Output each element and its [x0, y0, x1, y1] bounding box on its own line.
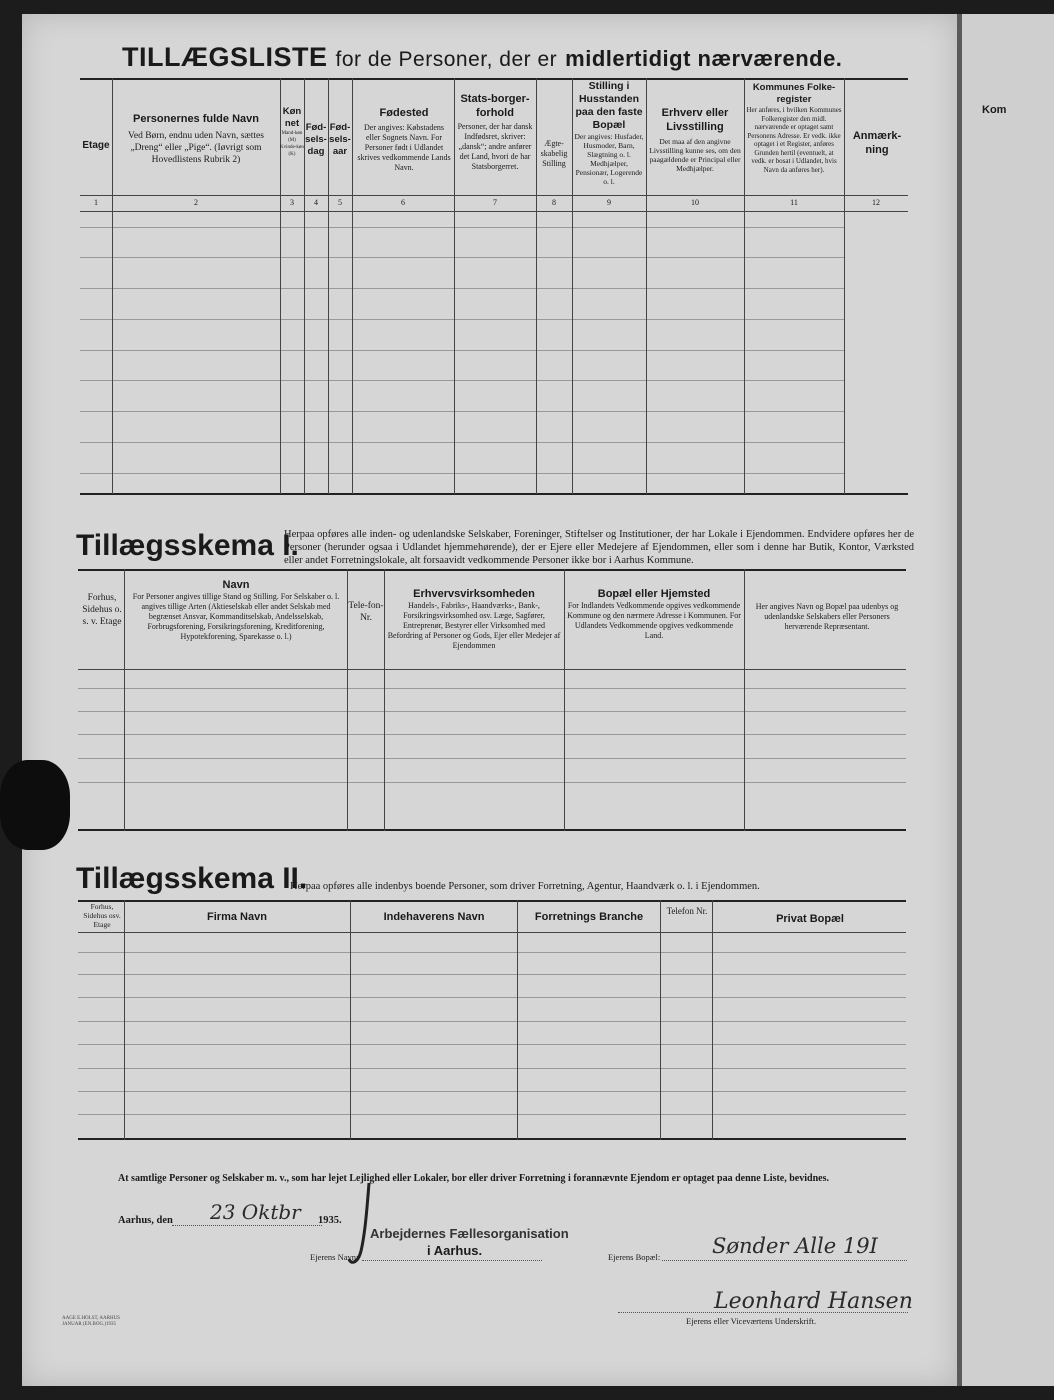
col-header-occupation: Erhverv eller Livsstilling Det maa af den angivne Livsstilling kunne ses, om den paagældende er Principal eller Medhjælper. [649, 107, 741, 173]
skema1-col-phone: Tele-fon-Nr. [348, 601, 384, 623]
adjacent-page-text: Kom [982, 104, 1007, 116]
skema2-col-firm: Firma Navn [207, 911, 267, 923]
skema1-col-etage: Forhus, Sidehus o. s. v. Etage [82, 593, 122, 627]
skema2-col-branch: Forretnings Branche [534, 911, 644, 923]
col-header-household: Stilling i Husstanden paa den faste Bopæl Der angives: Husfader, Husmoder, Barn, Slægtning o. l. Medhjælper, Pensionær, Logerende o. l. [574, 80, 644, 186]
col-header-marital: Ægte-skabelig Stilling [540, 139, 568, 168]
skema1-col-representative: Her angives Navn og Bopæl paa udenbys og udenlandske Selskabers eller Personers herværende Repræsentant. [755, 602, 899, 631]
col-header-remark: Anmærk-ning [852, 130, 902, 156]
col-num: 6 [401, 198, 405, 207]
stamp-line-1: Arbejdernes Fællesorganisation [370, 1226, 569, 1241]
col-header-name: Personernes fulde Navn Ved Børn, endnu uden Navn, sættes „Dreng“ eller „Pige“. (Iøvrigt som Hovedlistens Rubrik 2) [128, 113, 264, 165]
col-header-sex: Kønnet Mand-køn (M) Kvinde-køn (K) [280, 106, 304, 157]
col-header-citizenship: Stats-borger-forhold Personer, der har dansk Indfødsret, skriver: „dansk“; andre anfører det Land, hvori de har Statsborgerret. [457, 93, 533, 171]
skema2-title: Tillægsskema II. [76, 862, 308, 895]
attestation-text: At samtlige Personer og Selskaber m. v., som har lejet Lejlighed eller Lokaler, bor eller driver Forretning i forannævnte Ejendom er optaget paa denne Liste, bevidnes. [118, 1173, 829, 1184]
binder-clip [0, 760, 70, 850]
owner-signature: Leonhard Hansen [714, 1289, 913, 1314]
col-num: 3 [290, 198, 294, 207]
skema1-title: Tillægsskema I. [76, 529, 299, 562]
col-num: 7 [493, 198, 497, 207]
skema2-col-owner: Indehaverens Navn [383, 911, 485, 923]
skema1-col-address: Bopæl eller Hjemsted For Indlandets Vedkommende opgives vedkommende Kommune og den nærmere Adresse i Kommunen. For Udlandets Vedkommende opgives vedkommende Land. [567, 588, 741, 640]
skema1-col-name: Navn For Personer angives tillige Stand og Stilling. For Selskaber o. l. angives tillige Arten (Aktieselskab eller andet Selskab med begrænset Ansvar, Kommanditselskab, Andelsselskab, Forbrugsforening, Forsikringsforening, Kreditforening, Hypotekforening, Sparekasse o. l.) [132, 579, 340, 641]
col-header-birthyear: Fød-sels-aar [329, 122, 351, 157]
form-page [22, 14, 957, 1386]
col-num: 11 [790, 198, 798, 207]
owner-name-label: Ejerens Navn: [310, 1252, 359, 1262]
owner-address-label: Ejerens Bopæl: [608, 1252, 661, 1262]
place-label: Aarhus, den [118, 1215, 173, 1226]
col-header-birthday: Fød-sels-dag [305, 122, 327, 157]
col-num: 8 [552, 198, 556, 207]
col-num: 5 [338, 198, 342, 207]
col-header-register: Kommunes Folke-register Her anføres, i hvilken Kommunes Folkeregister den midl. nærværende er optaget samt Personens Adresse. Er vedk. ikke optaget i et Register, anføres Grunden hertil (eventuelt, at vedk. er bosat i Udlandet, hvis Navn da anføres her). [746, 82, 842, 174]
skema2-col-private-address: Privat Bopæl [776, 913, 844, 925]
main-title: TILLÆGSLISTE for de Personer, der er midlertidigt nærværende. [122, 42, 843, 72]
col-num: 1 [94, 198, 98, 207]
col-num: 12 [872, 198, 880, 207]
owner-address-handwritten: Sønder Alle 19I [712, 1234, 878, 1258]
skema2-col-phone: Telefon Nr. [666, 906, 708, 916]
col-header-etage: Etage [82, 140, 110, 151]
skema1-description: Herpaa opføres alle inden- og udenlandske Selskaber, Foreninger, Stiftelser og Institutioner, der har Lokale i Ejendommen. Endvidere opføres her de Personer (herunder ogsaa i Udlandet hjemmehørende), der er Ejere eller Medejere af Ejendommen, eller som i denne har Butik, Kontor, Værksted eller andet Forretningslokale, alt forsaavidt vedkommende Personer ikke bor i Aarhus Kommune. [284, 529, 914, 566]
year-label: 1935. [318, 1215, 342, 1226]
col-num: 4 [314, 198, 318, 207]
skema1-col-business: Erhvervsvirksomheden Handels-, Fabriks-, Haandværks-, Bank-, Forsikringsvirksomhed osv. Læge, Sagfører, Entreprenør, Bestyrer eller Virksomhed med Befordring af Personer og Gods, Ejer eller Medejer af Ejendommen [387, 588, 561, 650]
col-header-birthplace: Fødested Der angives: Købstadens eller Sognets Navn. For Personer født i Udlandet skrives vedkommende Lands Navn. [357, 107, 451, 172]
skema2-description: Herpaa opføres alle indenbys boende Personer, som driver Forretning, Agentur, Haandværk o. l. i Ejendommen. [290, 881, 760, 892]
printer-imprint: AAGE E.HOLST, AARHUS JANUAR (EN.BOG.)1935 [62, 1316, 120, 1327]
stamp-line-2: i Aarhus. [427, 1243, 483, 1258]
col-num: 10 [691, 198, 699, 207]
signature-label: Ejerens eller Viceværtens Underskrift. [686, 1316, 817, 1326]
adjacent-page [962, 14, 1054, 1386]
col-num: 9 [607, 198, 611, 207]
col-num: 2 [194, 198, 198, 207]
date-handwritten: 23 Oktbr [210, 1200, 301, 1224]
skema2-col-etage: Forhus, Sidehus osv. Etage [83, 902, 121, 929]
